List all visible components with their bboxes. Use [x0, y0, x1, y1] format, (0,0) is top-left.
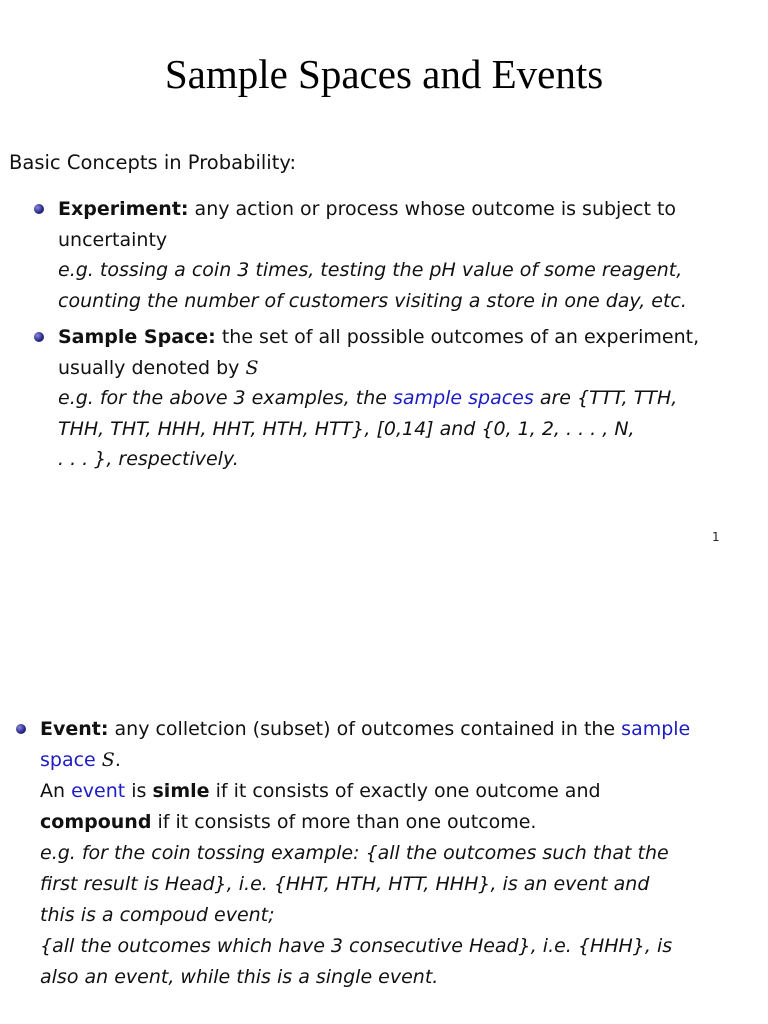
sample-link[interactable]: sample — [621, 718, 691, 740]
sample-space-def-2: usually denoted by — [58, 356, 240, 379]
bullet-icon — [34, 204, 44, 214]
compound-term: compound — [40, 811, 152, 833]
event-example-1: e.g. for the coin tossing example: {all the outcomes such that the — [40, 842, 669, 864]
slide-title: Sample Spaces and Events — [164, 51, 604, 97]
event-symbol: S — [101, 749, 115, 771]
experiment-term: Experiment: — [58, 198, 189, 220]
event-line3c: if it consists of exactly one outcome and — [215, 780, 601, 802]
event-def-1: any colletcion (subset) of outcomes contained in the — [114, 718, 616, 740]
event-line3a: An — [40, 780, 66, 802]
sample-space-def-line-1 — [58, 322, 758, 353]
experiment-def-2: uncertainty — [58, 228, 168, 251]
event-simple-line — [40, 776, 756, 807]
bullet-icon — [16, 724, 26, 734]
event-example-4: {all the outcomes which have 3 consecutive Head}, i.e. {HHH}, is — [40, 935, 673, 957]
space-link[interactable]: space — [40, 749, 96, 771]
event-compound-line — [40, 807, 756, 838]
intro-text: Basic Concepts in Probability: — [9, 151, 297, 174]
event-link[interactable]: event — [71, 780, 126, 802]
simple-term: simle — [152, 780, 210, 802]
sample-space-term: Sample Space: — [58, 326, 216, 348]
event-line4b: if it consists of more than one outcome. — [157, 811, 537, 833]
experiment-def-1: any action or process whose outcome is subject to — [194, 198, 677, 220]
sample-spaces-link[interactable]: sample spaces — [393, 387, 534, 409]
sample-space-section — [58, 322, 758, 475]
event-section — [40, 714, 756, 993]
event-def-2-end: . — [114, 749, 121, 771]
event-example-5: also an event, while this is a single event. — [40, 966, 439, 988]
event-def-line-2 — [40, 745, 756, 776]
event-term: Event: — [40, 718, 109, 740]
experiment-section — [58, 194, 758, 316]
event-example-3: this is a compoud event; — [40, 904, 275, 926]
sample-space-example-3: . . . }, respectively. — [58, 448, 239, 470]
sample-space-symbol: S — [245, 356, 259, 379]
sample-space-def-line-2 — [58, 353, 758, 384]
sample-space-example-1b: are {TTT, TTH, — [539, 387, 678, 409]
experiment-example-1: e.g. tossing a coin 3 times, testing the pH value of some reagent, — [58, 259, 683, 281]
experiment-example-2: counting the number of customers visiting a store in one day, etc. — [58, 289, 687, 312]
sample-space-example-2: THH, THT, HHH, HHT, HTH, HTT}, [0,14] and {0, 1, 2, . . . , N, — [58, 417, 635, 440]
bullet-icon — [34, 332, 44, 342]
sample-space-example-line-1 — [58, 383, 758, 414]
event-def-line-1 — [40, 714, 756, 745]
sample-space-def-1: the set of all possible outcomes of an experiment, — [221, 326, 700, 348]
event-line3b: is — [131, 780, 147, 802]
page-number: 1 — [712, 530, 720, 544]
sample-space-example-1a: e.g. for the above 3 examples, the — [58, 387, 387, 409]
experiment-def-line-1 — [58, 194, 758, 225]
event-example-2: first result is Head}, i.e. {HHT, HTH, HTT, HHH}, is an event and — [40, 873, 650, 895]
